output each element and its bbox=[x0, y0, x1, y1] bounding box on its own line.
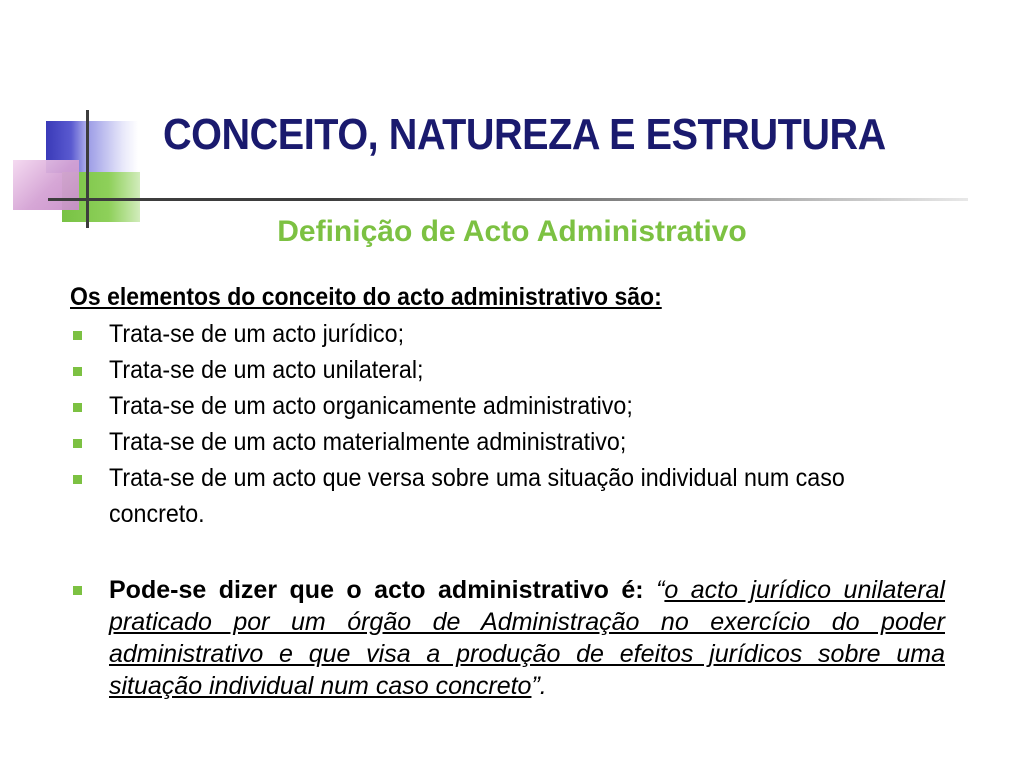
square-bullet-icon bbox=[73, 331, 82, 340]
definition-open-quote: “ bbox=[656, 576, 665, 604]
list-item bbox=[70, 352, 945, 388]
slide-title: CONCEITO, NATUREZA E ESTRUTURA bbox=[163, 110, 886, 159]
square-bullet-icon bbox=[73, 475, 82, 484]
definition-quote: o acto jurídico unilateral praticado por um órgão de Administração no exercício do poder administrativo e que visa a produção de efeitos jurídicos sobre uma situação individual num caso concreto bbox=[109, 576, 945, 700]
logo-blue-fade-square bbox=[88, 121, 138, 173]
list-item-text: Trata-se de um acto materialmente administrativo; bbox=[109, 428, 627, 456]
list-item bbox=[70, 388, 945, 424]
square-bullet-icon bbox=[73, 403, 82, 412]
list-item-text: Trata-se de um acto que versa sobre uma situação individual num caso concreto. bbox=[109, 464, 845, 528]
square-bullet-icon bbox=[73, 439, 82, 448]
slide-content bbox=[70, 283, 950, 702]
elements-list bbox=[70, 316, 950, 532]
list-item-text: Trata-se de um acto jurídico; bbox=[109, 320, 405, 348]
definition-paragraph bbox=[70, 574, 945, 702]
list-item bbox=[70, 460, 945, 532]
list-item bbox=[70, 316, 945, 352]
elements-heading: Os elementos do conceito do acto administrativo são: bbox=[70, 283, 662, 311]
logo-pink-square bbox=[13, 160, 79, 210]
title-divider-line bbox=[48, 198, 968, 201]
list-item-text: Trata-se de um acto organicamente administrativo; bbox=[109, 392, 633, 420]
square-bullet-icon bbox=[73, 586, 82, 595]
list-item bbox=[70, 424, 945, 460]
square-bullet-icon bbox=[73, 367, 82, 376]
slide-subtitle: Definição de Acto Administrativo bbox=[277, 215, 747, 248]
definition-lead: Pode-se dizer que o acto administrativo é: bbox=[109, 576, 644, 604]
logo-vertical-line bbox=[86, 110, 89, 228]
list-item-text: Trata-se de um acto unilateral; bbox=[109, 356, 424, 384]
definition-close-quote: ”. bbox=[531, 672, 547, 700]
